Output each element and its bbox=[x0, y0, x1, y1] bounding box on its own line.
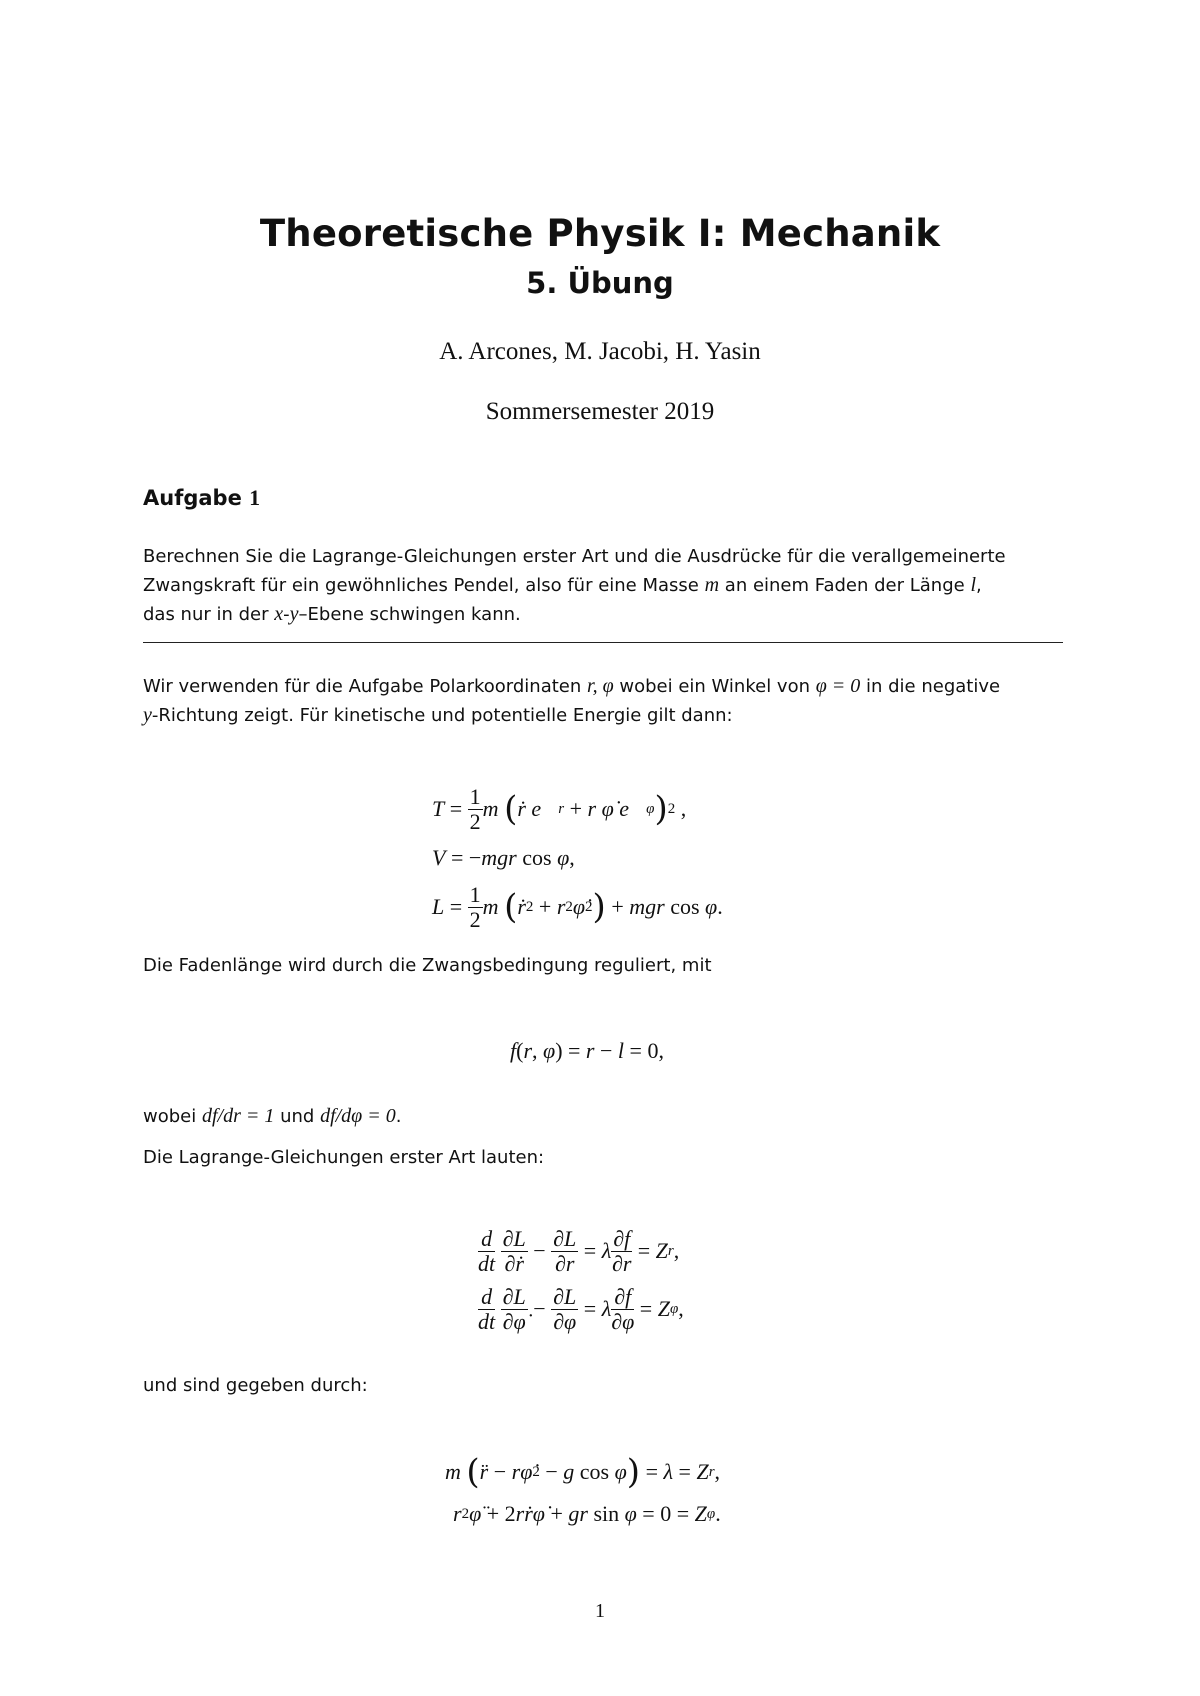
lagrange-equation-r: $\frac{d}{dt}$ $\frac{\partial L}{\text{∂ṙ}}$ − $\frac{\partial L}{\partial r}$ = λ $\frac{\partial f}{\partial r}$ = Z r , bbox=[478, 1225, 680, 1276]
constraint-text: Die Fadenlänge wird durch die Zwangsbedingung reguliert, mit bbox=[143, 955, 712, 976]
page-number: 1 bbox=[595, 1600, 605, 1622]
solution-math: φ = 0 bbox=[815, 675, 861, 697]
result-equations bbox=[445, 1448, 721, 1532]
task-statement bbox=[143, 543, 1063, 629]
lagrange-equation-phi: $\frac{d}{dt}$ $\frac{\partial L}{\partial\varphi̇}$ − $\frac{\partial L}{\partial\varphi}$ = λ $\frac{\partial f}{\partial\varphi}$ = Z φ , bbox=[478, 1283, 684, 1334]
task-heading-number: 1 bbox=[249, 485, 261, 510]
task-statement-line-3 bbox=[143, 600, 1063, 629]
task-math-y: y bbox=[289, 603, 299, 625]
equation-V: V = − mgr cos φ , bbox=[432, 845, 575, 870]
lagrange-text: Die Lagrange-Gleichungen erster Art lauten: bbox=[143, 1147, 545, 1168]
document-authors: A. Arcones, M. Jacobi, H. Yasin bbox=[439, 338, 761, 365]
task-text: –Ebene schwingen kann. bbox=[298, 604, 521, 625]
task-math-m: m bbox=[704, 574, 720, 596]
task-text: , bbox=[976, 575, 982, 596]
constraint-equation: f(r, φ) = r − l = 0, bbox=[510, 1038, 664, 1063]
task-statement-line-1: Berechnen Sie die Lagrange-Gleichungen erster Art und die Ausdrücke für die verallgemeinerte bbox=[143, 546, 1006, 567]
solution-text: . bbox=[395, 1106, 402, 1127]
document-title: Theoretische Physik I: Mechanik bbox=[259, 212, 941, 255]
task-math-l: l bbox=[970, 574, 976, 596]
document-semester: Sommersemester 2019 bbox=[485, 398, 715, 425]
equation-L: L = $\frac{1}{2}$ m ( ṙ 2 + r 2 φ̇ 2 ) + mgr cos φ . bbox=[432, 881, 723, 932]
solution-intro bbox=[143, 672, 1063, 730]
solution-intro-line-2 bbox=[143, 701, 1063, 730]
task-heading bbox=[143, 484, 1063, 512]
solution-math: df/dr = 1 bbox=[201, 1105, 275, 1127]
lagrange-equations bbox=[478, 1222, 684, 1338]
derivative-text bbox=[143, 1102, 1063, 1131]
solution-text: Wir verwenden für die Aufgabe Polarkoordinaten bbox=[143, 676, 587, 697]
solution-intro-line-1 bbox=[143, 672, 1063, 701]
result-equation-2: r 2 φ̈ + 2 rṙφ̇ + gr sin φ = 0 = Z φ . bbox=[453, 1501, 721, 1526]
solution-text: in die negative bbox=[860, 676, 1001, 697]
task-statement-line-2 bbox=[143, 571, 1063, 600]
horizontal-rule bbox=[143, 642, 1063, 643]
solution-math: df/dφ = 0 bbox=[320, 1105, 396, 1127]
equation-T: T = $\frac{1}{2}$ m ( ṙ e⃗ r + r φ̇ e⃗ φ ) 2 , bbox=[432, 783, 687, 834]
task-text: an einem Faden der Länge bbox=[719, 575, 971, 596]
solution-text: wobei bbox=[143, 1106, 202, 1127]
task-text: - bbox=[283, 604, 290, 625]
solution-text: und bbox=[274, 1106, 321, 1127]
task-text: das nur in der bbox=[143, 604, 275, 625]
task-math-x: x bbox=[274, 603, 284, 625]
given-text: und sind gegeben durch: bbox=[143, 1375, 368, 1396]
solution-math: r, φ bbox=[587, 675, 614, 697]
task-heading-word: Aufgabe bbox=[143, 486, 242, 510]
result-equation-1: m ( r̈ − rφ̇ 2 − g cos φ ) = λ = Z r , bbox=[445, 1452, 721, 1492]
solution-text: -Richtung zeigt. Für kinetische und potentielle Energie gilt dann: bbox=[151, 705, 733, 726]
solution-math: y bbox=[143, 704, 152, 726]
task-text: Zwangskraft für ein gewöhnliches Pendel, also für eine Masse bbox=[143, 575, 705, 596]
solution-text: wobei ein Winkel von bbox=[613, 676, 816, 697]
energy-equations bbox=[432, 780, 723, 936]
document-subtitle: 5. Übung bbox=[526, 266, 674, 300]
